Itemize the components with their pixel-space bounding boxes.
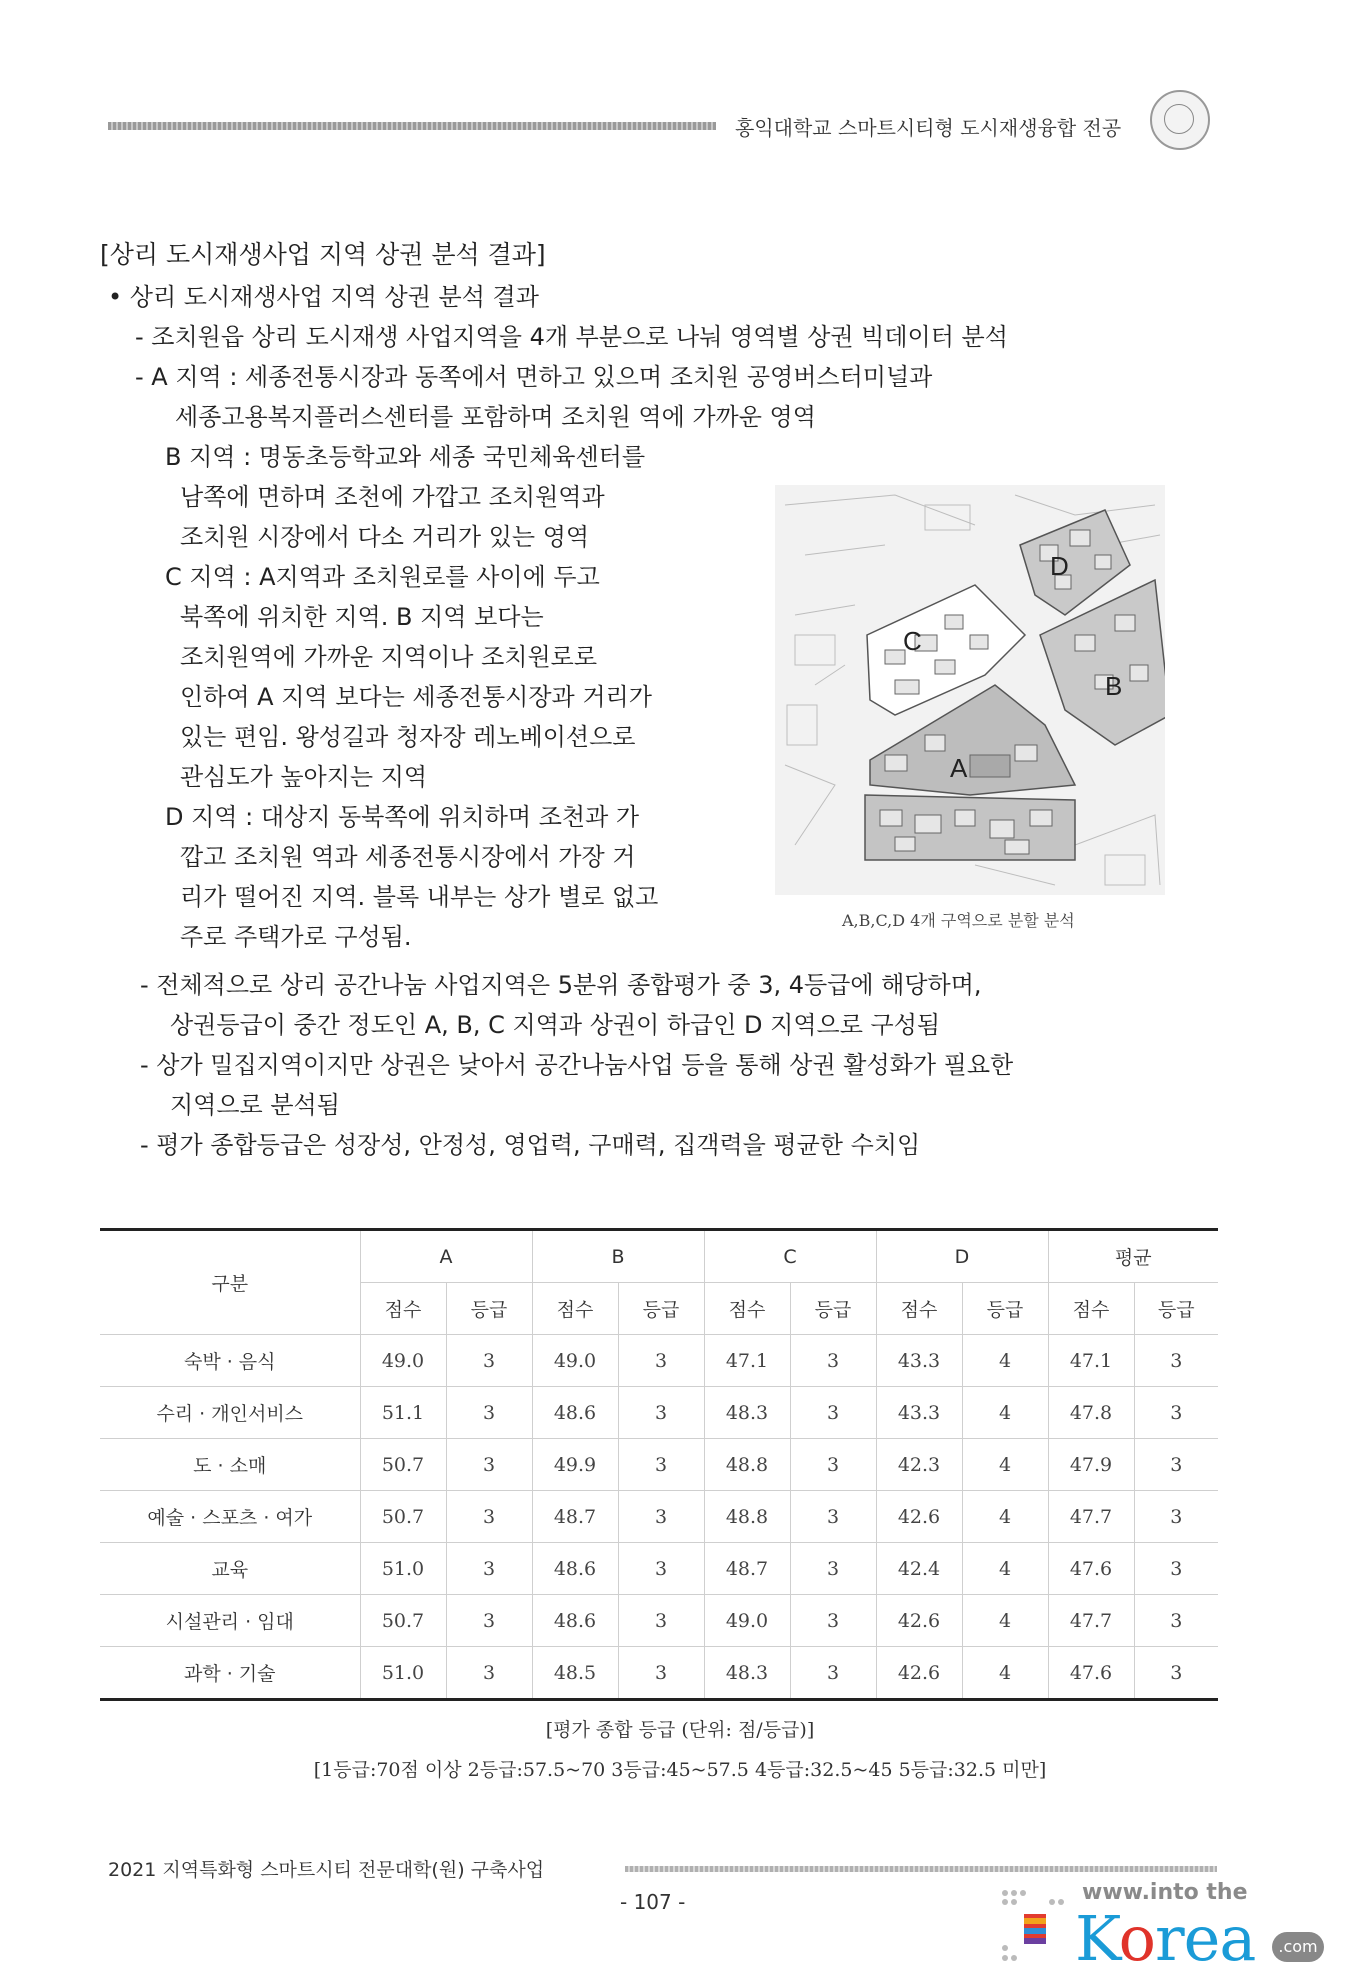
table-row bbox=[100, 1595, 1218, 1647]
body-line: - 상가 밀집지역이지만 상권은 낮아서 공간나눔사업 등을 통해 상권 활성화가 필요한 bbox=[140, 1051, 1014, 1079]
grade-cell: 3 bbox=[1134, 1491, 1218, 1543]
watermark-com-badge: .com bbox=[1272, 1932, 1324, 1962]
score-cell: 47.6 bbox=[1048, 1647, 1134, 1700]
grade-cell: 3 bbox=[790, 1387, 876, 1439]
body-line: 세종고용복지플러스센터를 포함하며 조치원 역에 가까운 영역 bbox=[175, 403, 816, 431]
score-cell: 49.9 bbox=[532, 1439, 618, 1491]
grade-cell: 4 bbox=[962, 1491, 1048, 1543]
grade-cell: 3 bbox=[618, 1543, 704, 1595]
body-line: 북쪽에 위치한 지역. B 지역 보다는 bbox=[180, 603, 544, 631]
body-line: - 전체적으로 상리 공간나눔 사업지역은 5분위 종합평가 중 3, 4등급에 해당하며, bbox=[140, 971, 982, 999]
score-cell: 47.7 bbox=[1048, 1491, 1134, 1543]
grade-cell: 3 bbox=[446, 1335, 532, 1387]
grade-cell: 3 bbox=[1134, 1647, 1218, 1700]
body-line: 인하여 A 지역 보다는 세종전통시장과 거리가 bbox=[180, 683, 652, 711]
sub-header-grade: 등급 bbox=[618, 1283, 704, 1335]
body-line: 리가 떨어진 지역. 블록 내부는 상가 별로 없고 bbox=[180, 883, 659, 911]
table-caption: [평가 종합 등급 (단위: 점/등급)] bbox=[545, 1719, 815, 1741]
grade-cell: 3 bbox=[446, 1439, 532, 1491]
grade-cell: 3 bbox=[1134, 1335, 1218, 1387]
grade-cell: 3 bbox=[618, 1647, 704, 1700]
score-cell: 48.7 bbox=[532, 1491, 618, 1543]
body-line: B 지역 : 명동초등학교와 세종 국민체육센터를 bbox=[165, 443, 646, 471]
watermark-url: www.into the bbox=[1082, 1880, 1248, 1905]
table-row bbox=[100, 1387, 1218, 1439]
grade-cell: 3 bbox=[618, 1387, 704, 1439]
map-label-b: B bbox=[1105, 671, 1123, 701]
sub-header-score: 점수 bbox=[1048, 1283, 1134, 1335]
sub-header-grade: 등급 bbox=[790, 1283, 876, 1335]
body-line: 남쪽에 면하며 조천에 가깝고 조치원역과 bbox=[180, 483, 605, 511]
grade-cell: 3 bbox=[446, 1647, 532, 1700]
grade-cell: 4 bbox=[962, 1647, 1048, 1700]
body-line: C 지역 : A지역과 조치원로를 사이에 두고 bbox=[165, 563, 600, 591]
table-row bbox=[100, 1491, 1218, 1543]
body-line: 조치원 시장에서 다소 거리가 있는 영역 bbox=[180, 523, 590, 551]
group-header: D bbox=[876, 1230, 1048, 1283]
score-cell: 50.7 bbox=[360, 1491, 446, 1543]
watermark-logo: Korea bbox=[1075, 1902, 1256, 1975]
table-corner-header: 구분 bbox=[100, 1230, 360, 1335]
grade-cell: 3 bbox=[446, 1543, 532, 1595]
score-cell: 50.7 bbox=[360, 1439, 446, 1491]
grade-cell: 3 bbox=[446, 1491, 532, 1543]
table-row bbox=[100, 1543, 1218, 1595]
bullet-heading: • 상리 도시재생사업 지역 상권 분석 결과 bbox=[108, 283, 539, 311]
row-category: 예술 · 스포츠 · 여가 bbox=[100, 1491, 360, 1543]
header-title: 홍익대학교 스마트시티형 도시재생융합 전공 bbox=[735, 116, 1122, 140]
grade-cell: 3 bbox=[446, 1387, 532, 1439]
score-cell: 42.6 bbox=[876, 1595, 962, 1647]
table-row bbox=[100, 1439, 1218, 1491]
score-cell: 47.8 bbox=[1048, 1387, 1134, 1439]
map-label-c: C bbox=[903, 626, 922, 656]
header-rule bbox=[108, 122, 716, 130]
score-cell: 47.7 bbox=[1048, 1595, 1134, 1647]
grade-cell: 3 bbox=[790, 1595, 876, 1647]
grade-cell: 4 bbox=[962, 1595, 1048, 1647]
row-category: 시설관리 · 임대 bbox=[100, 1595, 360, 1647]
grade-cell: 3 bbox=[790, 1335, 876, 1387]
sub-header-score: 점수 bbox=[360, 1283, 446, 1335]
score-cell: 47.9 bbox=[1048, 1439, 1134, 1491]
grade-cell: 3 bbox=[446, 1595, 532, 1647]
section-title: [상리 도시재생사업 지역 상권 분석 결과] bbox=[100, 240, 546, 269]
row-category: 교육 bbox=[100, 1543, 360, 1595]
body-line: 지역으로 분석됨 bbox=[170, 1091, 340, 1119]
score-cell: 47.1 bbox=[704, 1335, 790, 1387]
grade-cell: 3 bbox=[1134, 1595, 1218, 1647]
sub-header-grade: 등급 bbox=[1134, 1283, 1218, 1335]
row-category: 과학 · 기술 bbox=[100, 1647, 360, 1700]
body-line: 상권등급이 중간 정도인 A, B, C 지역과 상권이 하급인 D 지역으로 구성됨 bbox=[170, 1011, 941, 1039]
score-cell: 49.0 bbox=[360, 1335, 446, 1387]
watermark-grid-icon bbox=[1000, 1888, 1070, 1968]
grade-cell: 3 bbox=[790, 1491, 876, 1543]
score-cell: 49.0 bbox=[532, 1335, 618, 1387]
score-cell: 43.3 bbox=[876, 1387, 962, 1439]
score-cell: 48.5 bbox=[532, 1647, 618, 1700]
score-cell: 48.3 bbox=[704, 1387, 790, 1439]
table-row bbox=[100, 1647, 1218, 1700]
map-caption: A,B,C,D 4개 구역으로 분할 분석 bbox=[842, 911, 1075, 930]
group-header: C bbox=[704, 1230, 876, 1283]
sub-header-grade: 등급 bbox=[446, 1283, 532, 1335]
body-line: - A 지역 : 세종전통시장과 동쪽에서 면하고 있으며 조치원 공영버스터미널과 bbox=[135, 363, 933, 391]
body-line: - 조치원읍 상리 도시재생 사업지역을 4개 부분으로 나눠 영역별 상권 빅데이터 분석 bbox=[135, 323, 1008, 351]
grade-cell: 3 bbox=[790, 1647, 876, 1700]
score-cell: 50.7 bbox=[360, 1595, 446, 1647]
score-cell: 51.0 bbox=[360, 1647, 446, 1700]
sub-header-score: 점수 bbox=[532, 1283, 618, 1335]
footer-text: 2021 지역특화형 스마트시티 전문대학(원) 구축사업 bbox=[108, 1859, 545, 1881]
sub-header-grade: 등급 bbox=[962, 1283, 1048, 1335]
grade-legend: [1등급:70점 이상 2등급:57.5~70 3등급:45~57.5 4등급:32.5~45 5등급:32.5 미만] bbox=[313, 1759, 1047, 1781]
grade-cell: 3 bbox=[618, 1439, 704, 1491]
grade-cell: 3 bbox=[1134, 1543, 1218, 1595]
score-cell: 47.1 bbox=[1048, 1335, 1134, 1387]
page-number: - 107 - bbox=[620, 1890, 686, 1914]
score-cell: 48.7 bbox=[704, 1543, 790, 1595]
grade-cell: 4 bbox=[962, 1387, 1048, 1439]
score-cell: 48.6 bbox=[532, 1543, 618, 1595]
sub-header-score: 점수 bbox=[704, 1283, 790, 1335]
body-line: 조치원역에 가까운 지역이나 조치원로로 bbox=[180, 643, 598, 671]
body-line: - 평가 종합등급은 성장성, 안정성, 영업력, 구매력, 집객력을 평균한 수치임 bbox=[140, 1131, 921, 1159]
grade-cell: 3 bbox=[618, 1335, 704, 1387]
grade-cell: 3 bbox=[1134, 1387, 1218, 1439]
body-line: 주로 주택가로 구성됨. bbox=[180, 923, 412, 951]
score-cell: 42.4 bbox=[876, 1543, 962, 1595]
university-seal-logo bbox=[1150, 90, 1210, 150]
sub-header-score: 점수 bbox=[876, 1283, 962, 1335]
body-line: 있는 편임. 왕성길과 청자장 레노베이션으로 bbox=[180, 723, 636, 751]
grade-cell: 4 bbox=[962, 1335, 1048, 1387]
score-cell: 51.1 bbox=[360, 1387, 446, 1439]
score-cell: 49.0 bbox=[704, 1595, 790, 1647]
grade-cell: 4 bbox=[962, 1439, 1048, 1491]
body-line: 깝고 조치원 역과 세종전통시장에서 가장 거 bbox=[180, 843, 636, 871]
score-cell: 48.6 bbox=[532, 1387, 618, 1439]
score-cell: 42.6 bbox=[876, 1647, 962, 1700]
score-cell: 43.3 bbox=[876, 1335, 962, 1387]
score-cell: 42.3 bbox=[876, 1439, 962, 1491]
row-category: 도 · 소매 bbox=[100, 1439, 360, 1491]
grade-cell: 3 bbox=[618, 1595, 704, 1647]
grade-cell: 3 bbox=[1134, 1439, 1218, 1491]
map-label-d: D bbox=[1050, 551, 1069, 581]
table-header-row bbox=[100, 1230, 1218, 1283]
zone-map-image bbox=[775, 485, 1165, 895]
row-category: 수리 · 개인서비스 bbox=[100, 1387, 360, 1439]
grade-cell: 3 bbox=[618, 1491, 704, 1543]
footer-rule bbox=[625, 1866, 1217, 1872]
grade-cell: 3 bbox=[790, 1439, 876, 1491]
score-cell: 48.8 bbox=[704, 1491, 790, 1543]
score-cell: 48.6 bbox=[532, 1595, 618, 1647]
score-cell: 51.0 bbox=[360, 1543, 446, 1595]
body-line: D 지역 : 대상지 동북쪽에 위치하며 조천과 가 bbox=[165, 803, 640, 831]
table-row bbox=[100, 1335, 1218, 1387]
grade-cell: 3 bbox=[790, 1543, 876, 1595]
row-category: 숙박 · 음식 bbox=[100, 1335, 360, 1387]
score-cell: 48.8 bbox=[704, 1439, 790, 1491]
group-header: A bbox=[360, 1230, 532, 1283]
grade-cell: 4 bbox=[962, 1543, 1048, 1595]
body-line: 관심도가 높아지는 지역 bbox=[180, 763, 428, 791]
score-cell: 42.6 bbox=[876, 1491, 962, 1543]
group-header: 평균 bbox=[1048, 1230, 1218, 1283]
score-cell: 48.3 bbox=[704, 1647, 790, 1700]
grade-table bbox=[100, 1228, 1218, 1701]
map-label-a: A bbox=[950, 753, 968, 783]
group-header: B bbox=[532, 1230, 704, 1283]
score-cell: 47.6 bbox=[1048, 1543, 1134, 1595]
